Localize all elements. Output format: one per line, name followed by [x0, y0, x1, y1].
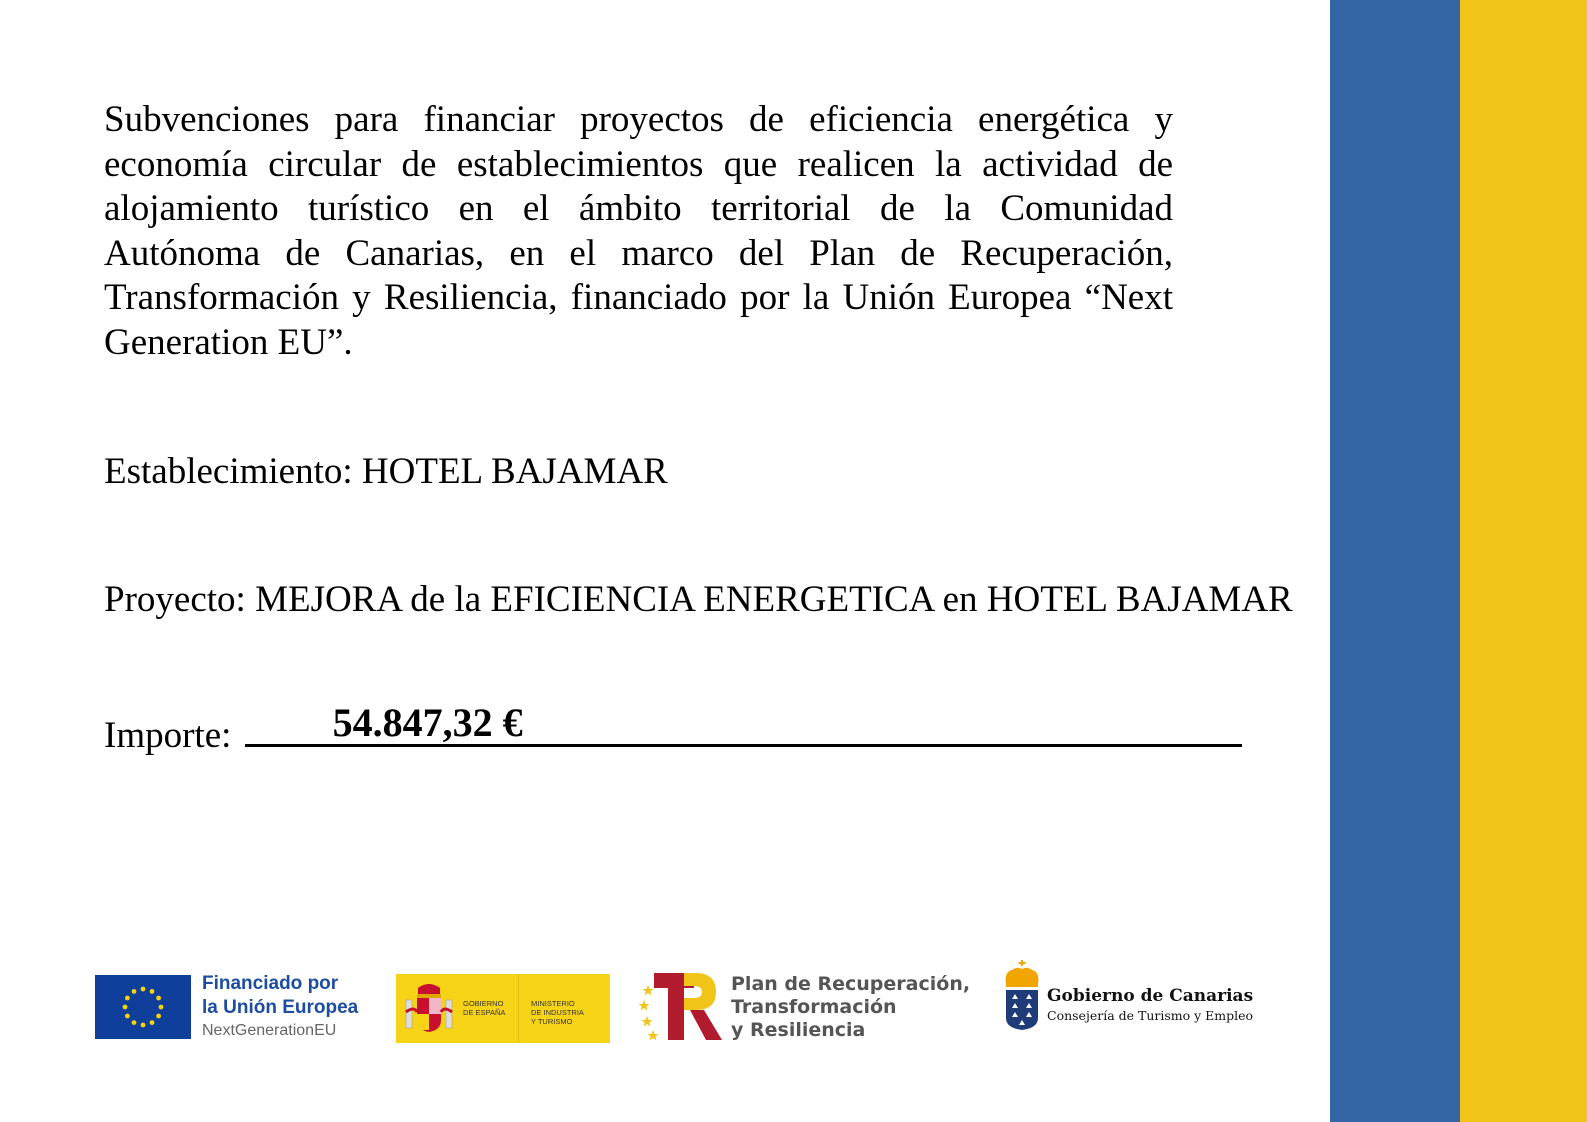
canarias-flag-blue-stripe: [1330, 0, 1460, 1122]
gobierno-canarias-text: [1047, 985, 1253, 1025]
importe-value: 54.847,32 €: [332, 700, 523, 745]
importe-label: Importe:: [104, 715, 232, 756]
eu-funding-text: [202, 972, 358, 1042]
gobierno-espana-logo: [396, 974, 610, 1043]
prtr-logo-icon: [638, 970, 723, 1042]
prtr-line-3: y Resiliencia: [731, 1019, 866, 1041]
establecimiento-value: HOTEL BAJAMAR: [361, 451, 668, 492]
grant-description: Subvenciones para financiar proyectos de eficiencia energética y economía circular de establecimientos que realicen la actividad de alojamiento turístico en el ámbito territorial de la Comunidad Autónoma de Canarias, en el marco del Plan de Recuperación, Transformación y Resiliencia, financiado por la Unión Europea “Next Generation EU”.: [104, 99, 1173, 363]
canarias-line-1: Gobierno de Canarias: [1047, 986, 1254, 1006]
eu-line-3: NextGenerationEU: [202, 1022, 337, 1039]
canarias-shield-icon: [1002, 960, 1042, 1040]
canarias-flag-yellow-stripe: [1460, 0, 1587, 1122]
proyecto-line: [104, 578, 1293, 621]
ministerio-text: MINISTERIO DE INDUSTRIA Y TURISMO: [531, 999, 584, 1026]
establecimiento-line: [104, 450, 668, 493]
eu-line-1: Financiado por: [202, 973, 339, 994]
canarias-line-2: Consejería de Turismo y Empleo: [1047, 1008, 1254, 1023]
logo-divider: [518, 974, 519, 1043]
funding-logos: [0, 960, 1320, 1050]
prtr-line-1: Plan de Recuperación,: [731, 973, 971, 995]
spain-coat-of-arms-icon: [404, 982, 454, 1036]
eu-flag-icon: [95, 975, 191, 1039]
gobierno-espana-text: GOBIERNO DE ESPAÑA: [463, 999, 506, 1017]
proyecto-value: MEJORA de la EFICIENCIA ENERGETICA en HOTEL BAJAMAR: [255, 579, 1293, 620]
prtr-text: [731, 973, 970, 1042]
eu-line-2: la Unión Europea: [202, 997, 359, 1018]
prtr-line-2: Transformación: [731, 996, 897, 1018]
proyecto-label: Proyecto:: [104, 579, 246, 620]
establecimiento-label: Establecimiento:: [104, 451, 353, 492]
importe-line: [104, 700, 1242, 757]
importe-underline: [245, 700, 1242, 747]
